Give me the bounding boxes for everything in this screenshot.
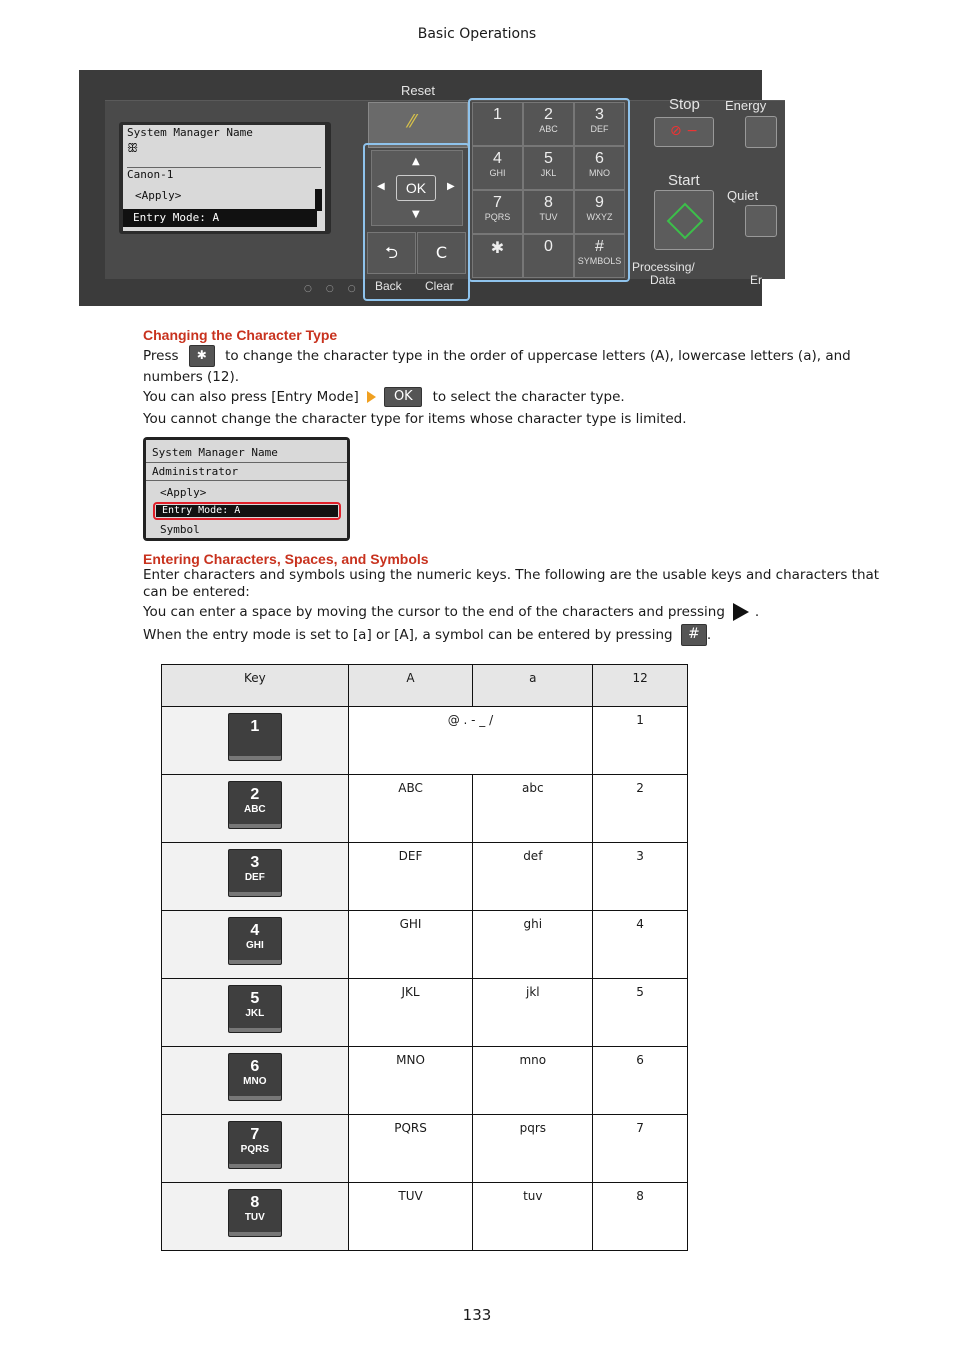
hash-key-icon: # xyxy=(681,624,707,646)
key-letters: GHI xyxy=(245,940,264,951)
key-number: 6 xyxy=(595,150,604,167)
key-number: 1 xyxy=(250,718,260,735)
lcd-line-entry-mode: Entry Mode: A xyxy=(123,209,317,227)
data-label: Data xyxy=(650,273,676,287)
section2-paragraph-2 xyxy=(143,602,883,622)
key-letters: DEF xyxy=(244,872,265,883)
number-cell: 3 xyxy=(593,843,688,911)
key-cell xyxy=(162,843,349,911)
keypad-key[interactable] xyxy=(574,190,625,234)
keypad-key[interactable] xyxy=(472,234,523,278)
key-cell xyxy=(162,775,349,843)
lowercase-cell: abc xyxy=(473,775,593,843)
table-row xyxy=(162,1183,688,1251)
lcd-line-apply: <Apply> xyxy=(135,189,182,202)
key-letters: JKL xyxy=(245,1008,265,1019)
energy-label: Energy xyxy=(725,98,767,113)
arrow-right-icon xyxy=(367,391,376,403)
key-letters: MNO xyxy=(589,168,610,178)
key-letters: ABC xyxy=(539,124,558,134)
key-letters: SYMBOLS xyxy=(577,256,622,266)
key-cell xyxy=(162,1047,349,1115)
keypad-key[interactable] xyxy=(472,102,523,146)
navigation-keys xyxy=(363,143,470,301)
start-label: Start xyxy=(668,172,700,189)
input-icon: ꕥ xyxy=(127,141,138,155)
text: to change the character type in the order of uppercase letters (A), lowercase letters (a), and numbers (12). xyxy=(143,348,851,385)
key-cell xyxy=(162,911,349,979)
lowercase-cell: mno xyxy=(473,1047,593,1115)
key-letters: TUV xyxy=(244,1212,265,1223)
lcd-line-title: System Manager Name xyxy=(127,126,253,139)
key-number: 2 xyxy=(544,106,553,123)
lcd2-value: Administrator xyxy=(152,465,239,478)
right-arrow-icon[interactable]: ▶ xyxy=(447,181,455,192)
key-letters: WXYZ xyxy=(586,212,613,222)
running-header: Basic Operations xyxy=(417,26,537,42)
lowercase-cell: ghi xyxy=(473,911,593,979)
key-letters: TUV xyxy=(539,212,558,222)
uppercase-cell: TUV xyxy=(348,1183,473,1251)
keypad-key[interactable] xyxy=(574,146,625,190)
text: . xyxy=(706,627,712,643)
key-number: 5 xyxy=(250,990,260,1007)
keypad-key[interactable] xyxy=(472,190,523,234)
text: You can also press [Entry Mode] xyxy=(143,389,359,405)
right-arrow-key-icon xyxy=(733,603,749,621)
asterisk-key-icon: ✱ xyxy=(189,345,215,367)
lcd-entry-mode-screen xyxy=(143,437,350,541)
ok-key-icon: OK xyxy=(384,387,422,407)
section2-paragraph-1: Enter characters and symbols using the numeric keys. The following are the usable keys and characters that can be entered: xyxy=(143,567,880,600)
key-number: 4 xyxy=(250,922,260,939)
number-cell: 2 xyxy=(593,775,688,843)
number-cell: 7 xyxy=(593,1115,688,1183)
uppercase-cell: DEF xyxy=(348,843,473,911)
key-cell xyxy=(162,707,349,775)
numeric-key-icon xyxy=(228,781,282,829)
keypad-key[interactable] xyxy=(574,102,625,146)
key-letters: PQRS xyxy=(484,212,511,222)
section-title-entering-characters: Entering Characters, Spaces, and Symbols xyxy=(143,551,429,567)
lcd2-entry-mode: Entry Mode: A xyxy=(156,505,338,517)
reset-label: Reset xyxy=(401,83,435,98)
header-uppercase: A xyxy=(348,665,473,707)
processing-label: Processing/ xyxy=(632,260,695,274)
text: . xyxy=(754,604,760,620)
key-number: 0 xyxy=(544,238,553,255)
stop-button[interactable] xyxy=(654,117,714,147)
numeric-key-icon xyxy=(228,1189,282,1237)
control-panel-illustration xyxy=(79,70,767,306)
ok-button[interactable]: OK xyxy=(396,175,436,201)
lowercase-cell: pqrs xyxy=(473,1115,593,1183)
numeric-keypad xyxy=(468,98,630,282)
section1-paragraph-3: You cannot change the character type for items whose character type is limited. xyxy=(143,411,687,427)
key-number: 4 xyxy=(493,150,502,167)
lowercase-cell: jkl xyxy=(473,979,593,1047)
keypad-key[interactable] xyxy=(523,146,574,190)
key-letters: ABC xyxy=(243,804,266,815)
keypad-key[interactable] xyxy=(523,190,574,234)
numeric-key-icon xyxy=(228,917,282,965)
symbol-cell: @ . - _ / xyxy=(348,707,593,775)
section1-paragraph-2 xyxy=(143,387,863,407)
key-cell xyxy=(162,1115,349,1183)
key-number: 3 xyxy=(595,106,604,123)
text: Press xyxy=(143,348,179,364)
start-button[interactable] xyxy=(654,190,714,250)
reset-icon: ⁄⁄ xyxy=(409,111,416,132)
lowercase-cell: def xyxy=(473,843,593,911)
table-row xyxy=(162,1115,688,1183)
table-row xyxy=(162,775,688,843)
section2-paragraph-3 xyxy=(143,624,883,646)
lcd2-symbol: Symbol xyxy=(160,523,200,536)
page-number: 133 xyxy=(462,1306,492,1324)
reset-button[interactable] xyxy=(368,102,468,148)
key-character-table xyxy=(161,664,688,1251)
error-label: Er xyxy=(750,273,762,287)
number-cell: 5 xyxy=(593,979,688,1047)
key-number: 2 xyxy=(250,786,260,803)
text: You can enter a space by moving the cursor to the end of the characters and pressing xyxy=(143,604,725,620)
number-cell: 4 xyxy=(593,911,688,979)
table-row xyxy=(162,979,688,1047)
key-letters: JKL xyxy=(540,168,557,178)
lcd-scrollbar xyxy=(315,189,322,211)
key-letters: MNO xyxy=(243,1076,267,1087)
table-row xyxy=(162,843,688,911)
header-key: Key xyxy=(162,665,349,707)
energy-saver-button[interactable] xyxy=(745,116,777,148)
uppercase-cell: JKL xyxy=(348,979,473,1047)
keypad-key[interactable] xyxy=(523,102,574,146)
lcd2-title: System Manager Name xyxy=(152,446,278,459)
key-number: 3 xyxy=(250,854,260,871)
dpad[interactable] xyxy=(371,150,463,226)
keypad-key[interactable] xyxy=(523,234,574,278)
stop-icon: ⊘ − xyxy=(670,123,698,139)
clear-button[interactable]: C xyxy=(417,232,466,274)
key-number: 7 xyxy=(493,194,502,211)
numeric-key-icon xyxy=(228,849,282,897)
down-arrow-icon[interactable]: ▼ xyxy=(412,209,420,220)
key-letters: DEF xyxy=(590,124,609,134)
numeric-key-icon xyxy=(228,985,282,1033)
key-number: ✱ xyxy=(490,240,505,257)
text: to select the character type. xyxy=(432,389,625,405)
header-lowercase: a xyxy=(473,665,593,707)
back-button[interactable]: ⮌ xyxy=(367,232,416,274)
table-row xyxy=(162,1047,688,1115)
numeric-key-icon xyxy=(228,713,282,761)
indicator-dots: ○○○ xyxy=(304,284,370,294)
start-icon xyxy=(667,203,704,240)
back-label: Back xyxy=(375,279,402,293)
uppercase-cell: GHI xyxy=(348,911,473,979)
uppercase-cell: MNO xyxy=(348,1047,473,1115)
lcd-line-value: Canon-1 xyxy=(127,167,321,181)
table-row xyxy=(162,707,688,775)
uppercase-cell: ABC xyxy=(348,775,473,843)
numeric-key-icon xyxy=(228,1053,282,1101)
number-cell: 8 xyxy=(593,1183,688,1251)
text: When the entry mode is set to [a] or [A], a symbol can be entered by pressing xyxy=(143,627,673,643)
quiet-button[interactable] xyxy=(745,205,777,237)
left-arrow-icon[interactable]: ◀ xyxy=(377,181,385,192)
key-number: 1 xyxy=(493,106,502,123)
number-cell: 1 xyxy=(593,707,688,775)
key-number: 7 xyxy=(250,1126,260,1143)
uppercase-cell: PQRS xyxy=(348,1115,473,1183)
table-row xyxy=(162,911,688,979)
up-arrow-icon[interactable]: ▲ xyxy=(412,156,420,167)
key-number: 5 xyxy=(544,150,553,167)
section-title-character-type: Changing the Character Type xyxy=(143,327,338,343)
lowercase-cell: tuv xyxy=(473,1183,593,1251)
number-cell: 6 xyxy=(593,1047,688,1115)
clear-label: Clear xyxy=(425,279,454,293)
key-number: 8 xyxy=(250,1194,260,1211)
key-number: 8 xyxy=(544,194,553,211)
lcd-display xyxy=(119,122,331,234)
key-number: # xyxy=(595,238,604,255)
key-cell xyxy=(162,979,349,1047)
keypad-key[interactable] xyxy=(472,146,523,190)
stop-label: Stop xyxy=(669,96,700,113)
lcd2-apply: <Apply> xyxy=(160,486,207,499)
key-number: 6 xyxy=(250,1058,260,1075)
key-letters: PQRS xyxy=(240,1144,269,1155)
quiet-label: Quiet xyxy=(727,188,759,203)
key-letters: GHI xyxy=(489,168,506,178)
keypad-key[interactable] xyxy=(574,234,625,278)
numeric-key-icon xyxy=(228,1121,282,1169)
key-cell xyxy=(162,1183,349,1251)
section1-paragraph-1 xyxy=(143,345,863,387)
header-numbers: 12 xyxy=(593,665,688,707)
key-number: 9 xyxy=(595,194,604,211)
